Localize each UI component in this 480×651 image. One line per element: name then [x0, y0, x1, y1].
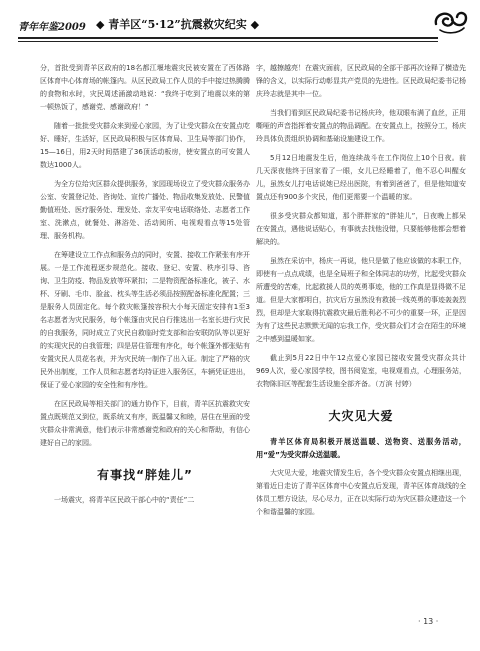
right-column [256, 62, 466, 519]
section-title: 有事找“胖娃儿” [97, 468, 193, 482]
article-paragraph: 在区民政局等相关部门的通力协作下，目前，青羊区抗震救灾安置点既规范又到位，既系统又有序，既温馨又和睦，居住在里面的受灾群众非常满意，他们表示非常感谢党和政府的关心和帮助，有信心建好自己的家园。 [40, 400, 250, 447]
left-column [40, 62, 250, 507]
article-paragraph: 5月12日地震发生后，他连续战斗在工作岗位上10个日夜。前几天深夜他终于回家看了一眼，女儿已经睡着了，他不忍心叫醒女儿，虽然女儿打电话说她已经出医院，有着到爸爸了，但是他知道安置点还有900多个灾民，他们更需要一个温暖的家。 [256, 154, 466, 201]
header-rule-thin [18, 41, 438, 42]
article-paragraph: 在筹建设立工作点和服务点的同时，安置、接收工作紧张有序开展。一是工作流程逐步规范化。接收、登记、安置、秩序引导、咨询、卫生防疫、物品发放等环紧扣；二是物资配备标准化，被子、水杯、牙刷、毛巾、脸盆、枕头等生活必须品按照配备标准化配置；三是服务人员固定化。每个救灾帐篷按容积大小每天固定安排有1至3名志愿者为灾民服务，每个帐篷由灾民自行推选出一名室长进行灾民的自我服务，同时成立了灾民自救临时党支部和治安联防队等以更好的实现灾民的自我管理；四是居住管理有序化，每个帐篷外都张贴有安置灾民人员花名表，并为灾民统一制作了出入证。制定了严格的灾民外出制度，工作人员和志愿者均持证进入服务区，车辆凭证进出，保证了爱心家园的安全性和有序性。 [40, 251, 250, 389]
article-paragraph: 虽然在采访中，杨庆一再说，他只是做了他应该做的本职工作，即使有一点点成绩，也是全局班子和全体同志的功劳，比起受灾群众所遭受的苦难，比起救援人员的英勇事迹，他的工作真是显得微不足道。但是大家都明白，抗灾后方虽然没有救援一线英勇的事迹轰轰烈烈，但却是大家取得抗震救灾最后胜利必不可少的重要一环，正是因为有了这些民志默默无闻的忘我工作，受灾群众们才会在陌生的环境之中感到温暖如家。 [256, 257, 466, 343]
swirl-logo-icon [430, 8, 470, 36]
article-paragraph: 很多受灾群众都知道，那个胖胖家的“胖娃儿”，日夜晚上都呆在安置点，遇他说话贴心，有事就去找他没错，只要能够他都会想着解决的。 [256, 212, 466, 246]
article-paragraph: 为全方位给灾区群众提供服务，家园现场设立了受灾群众服务办公室、安置登记处、咨询处、宣传广播处、物品收集发放处、民警值勤值班处、医疗服务处、理发处、亲友平安电话联络处、志愿者工作室、洗漱点，就餐处、淋浴处、活动阅所、电视观看点等15处管理、服务机构。 [40, 180, 250, 240]
section-title: 大灾见大爱 [328, 409, 394, 423]
magazine-name: 青年年鉴2009 [18, 22, 86, 33]
page-header [18, 6, 468, 46]
article-paragraph: 分，首批受到青羊区政府的18名都江堰地震灾民被安置在了西体路区体育中心体育场的帐篷内。从区民政局工作人员的手中接过热腾腾的食物和水时，灾民周述涌激动地说：“我终于吃到了地震以来的第一顿热饭了，感谢党、感谢政府！” [40, 64, 250, 111]
article-paragraph: 当我们看到区民政局纪委书记杨庆玲，他双眼布满了血丝，正用嘶哑的声音指挥着安置点的物品调配。在安置点上，按照分工，杨庆玲具体负责组织协调和基础设施建设工作。 [256, 109, 466, 143]
running-title: ◆ 青羊区“5·12”抗震救灾纪实 ◆ [96, 18, 260, 31]
article-paragraph: 一场震灾，将青羊区民政干部心中的“责任”二 [54, 496, 195, 504]
page-number: · 13 · [418, 617, 439, 626]
section-subheading: 青羊区体育局积极开展送温暖、送物资、送服务活动，用“爱”为受灾群众送温暖。 [256, 437, 466, 459]
header-rule [18, 37, 438, 39]
article-paragraph: 字，越擦越亮！在震灾面前，区民政局的全部干部再次诠释了横造先锋的含义，以实际行动彰显共产党员的先进性。区民政局纪委书记杨庆玲志就是其中一位。 [256, 64, 466, 98]
article-paragraph: 大灾见大爱，地震灾情发生后，各个受灾群众安置点相继出现，第看近日走访了青羊区体育中心安置点后发现，青羊区体育战线的全体员工想方设法，尽心尽力，正在以实际行动为灾区群众建造这一个个和谐温馨的家园。 [256, 469, 466, 516]
article-paragraph: 随着一批批受灾群众来到爱心家园，为了让受灾群众在安置点吃好、睡好，生活好，区民政局积极与区体育局、卫生局等部门协作，15—16日，用2天时间搭建了36顶活动板房，使安置点的可安置人数达1000人。 [40, 122, 250, 169]
article-paragraph: 截止到5月22日中午12点爱心家园已接收安置受灾群众共计969人次，爱心家园学校，图书阅览室，电视观看点，心理服务站，衣物陈旧区等配套生活设施全部齐备。（万滨 付婷） [256, 354, 466, 388]
